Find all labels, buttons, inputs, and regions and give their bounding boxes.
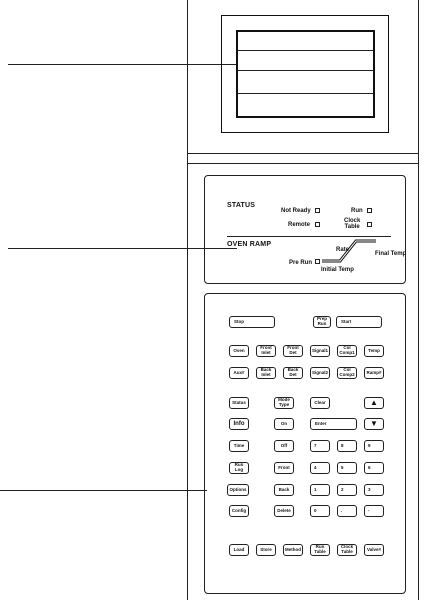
run-table-button[interactable]: Run Table: [310, 544, 330, 556]
key-6[interactable]: 6: [364, 462, 384, 474]
initial-temp-label: Initial Temp: [321, 267, 354, 273]
display-screen: [236, 30, 375, 118]
down-arrow-icon: ▼: [370, 418, 378, 428]
display-line-1: [238, 50, 373, 51]
clear-button[interactable]: Clear: [310, 397, 330, 409]
panel-divider-top: [187, 153, 419, 154]
up-arrow-icon: ▲: [370, 397, 378, 407]
delete-button[interactable]: Delete: [274, 505, 294, 517]
aux-button[interactable]: Aux#: [229, 367, 249, 379]
up-arrow-button[interactable]: [364, 397, 384, 409]
method-button[interactable]: Method: [283, 544, 303, 556]
back-det-button[interactable]: Back Det: [283, 367, 303, 379]
prep-run-button[interactable]: Prep Run: [313, 316, 331, 328]
options-button[interactable]: Options: [227, 484, 249, 496]
run-log-button[interactable]: Run Log: [229, 462, 249, 474]
temp-button[interactable]: Temp: [364, 345, 384, 357]
oven-button[interactable]: Oven: [229, 345, 249, 357]
front-inlet-button[interactable]: Front Inlet: [256, 345, 276, 357]
signal2-button[interactable]: Signal2: [310, 367, 330, 379]
key-minus[interactable]: -: [364, 505, 384, 517]
clock-table-label: Clock Table: [344, 218, 361, 230]
ramp-button[interactable]: Ramp#: [364, 367, 384, 379]
clock-table-led: [367, 222, 372, 227]
store-button[interactable]: Store: [256, 544, 276, 556]
key-5[interactable]: 5: [337, 462, 357, 474]
config-button[interactable]: Config: [229, 505, 249, 517]
rate-label: Rate: [336, 247, 350, 253]
col-comp1-button[interactable]: Col Comp1: [337, 345, 357, 357]
off-button[interactable]: Off: [274, 440, 294, 452]
key-3[interactable]: 3: [364, 484, 384, 496]
key-1[interactable]: 1: [310, 484, 330, 496]
clock-table-button[interactable]: Clock Table: [337, 544, 357, 556]
display-line-3: [238, 93, 373, 94]
enter-button[interactable]: Enter: [310, 418, 357, 430]
pre-run-label: Pre Run: [289, 260, 313, 266]
time-button[interactable]: Time: [229, 440, 249, 452]
pre-run-led: [315, 259, 320, 264]
start-button[interactable]: Start: [336, 316, 382, 328]
remote-label: Remote: [288, 222, 311, 228]
back-button[interactable]: Back: [274, 484, 294, 496]
mode-type-button[interactable]: Mode Type: [274, 397, 294, 409]
info-button[interactable]: Info: [229, 418, 249, 430]
oven-ramp-heading: OVEN RAMP: [227, 241, 272, 248]
down-arrow-button[interactable]: [364, 418, 384, 430]
status-button[interactable]: Status: [229, 397, 249, 409]
front-button[interactable]: Front: [274, 462, 294, 474]
run-led: [367, 208, 372, 213]
key-2[interactable]: 2: [337, 484, 357, 496]
col-comp2-button[interactable]: Col Comp2: [337, 367, 357, 379]
not-ready-label: Not Ready: [281, 208, 311, 214]
key-8[interactable]: 8: [337, 440, 357, 452]
display-line-2: [238, 70, 373, 71]
stop-button[interactable]: Stop: [229, 316, 275, 328]
key-7[interactable]: 7: [310, 440, 330, 452]
key-9[interactable]: 9: [364, 440, 384, 452]
key-4[interactable]: 4: [310, 462, 330, 474]
front-det-button[interactable]: Front Det: [283, 345, 303, 357]
keypad-callout-line: [0, 490, 207, 491]
valve-button[interactable]: Valve#: [364, 544, 384, 556]
signal1-button[interactable]: Signal1: [310, 345, 330, 357]
status-heading: STATUS: [227, 202, 256, 209]
load-button[interactable]: Load: [229, 544, 249, 556]
back-inlet-button[interactable]: Back Inlet: [256, 367, 276, 379]
final-temp-label: Final Temp: [375, 251, 407, 257]
not-ready-led: [315, 208, 320, 213]
on-button[interactable]: On: [274, 418, 294, 430]
remote-led: [315, 222, 320, 227]
key-dot[interactable]: .: [337, 505, 357, 517]
run-label: Run: [351, 208, 363, 214]
key-0[interactable]: 0: [310, 505, 330, 517]
panel-divider-bottom: [187, 163, 419, 164]
